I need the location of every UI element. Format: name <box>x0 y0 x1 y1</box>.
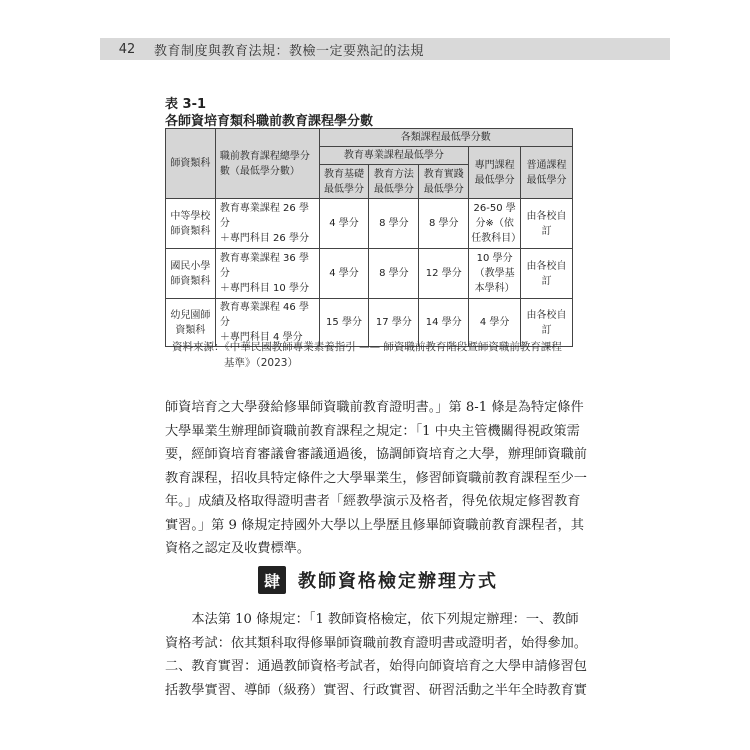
source-line1: 資料來源：《中華民國教師專業素養指引 —— 師資職前教育階段暨師資職前教育課程 <box>172 341 562 353</box>
row-foundation: 15 學分 <box>319 299 369 347</box>
row-specialty: 26-50 學分※（依任教科目） <box>469 199 521 249</box>
row-practice: 8 學分 <box>419 199 469 249</box>
row-total-line2: ＋專門科目 26 學分 <box>219 233 309 244</box>
section-heading <box>258 566 498 594</box>
row-specialty: 4 學分 <box>469 299 521 347</box>
row-practice: 14 學分 <box>419 299 469 347</box>
paragraph-line: 年。」成績及格取得證明書者「經教學演示及格者，得免依規定修習教育 <box>165 494 581 509</box>
paragraph-line: 括教學實習、導師（級務）實習、行政實習、研習活動之半年全時教育實 <box>165 682 587 698</box>
paragraph-line: 教育課程，招收具特定條件之大學畢業生，修習師資職前教育課程至少一 <box>165 470 587 486</box>
row-total-line1: 教育專業課程 36 學分 <box>219 253 309 279</box>
section-number-badge: 肆 <box>258 566 286 594</box>
running-header <box>100 38 670 60</box>
header-methods: 教育方法最低學分 <box>369 165 419 199</box>
row-general: 由各校自訂 <box>521 299 573 347</box>
row-methods: 17 學分 <box>369 299 419 347</box>
row-general: 由各校自訂 <box>521 199 573 249</box>
paragraph-line: 大學畢業生辦理師資職前教育課程之規定：「1 中央主管機關得視政策需 <box>165 423 580 439</box>
row-category: 中等學校師資類科 <box>166 199 216 249</box>
body-paragraph-2 <box>165 608 585 702</box>
header-category: 師資類科 <box>166 129 216 199</box>
table-title: 各師資培育類科職前教育課程學分數 <box>165 114 374 129</box>
table-row <box>166 249 573 299</box>
table-label: 表 3-1 <box>165 97 207 112</box>
paragraph-line: 資格之認定及收費標準。 <box>165 541 311 556</box>
paragraph-line: 要，經師資培育審議會審議通過後，協調師資培育之大學，辦理師資職前 <box>165 447 587 462</box>
header-foundation: 教育基礎最低學分 <box>319 165 369 199</box>
body-paragraph-1 <box>165 396 585 561</box>
credits-table <box>165 128 573 347</box>
row-practice: 12 學分 <box>419 249 469 299</box>
table-source-note <box>172 339 592 371</box>
row-foundation: 4 學分 <box>319 199 369 249</box>
header-total: 職前教育課程總學分數（最低學分數） <box>215 129 319 199</box>
paragraph-line: 二、教育實習：通過教師資格考試者，始得向師資培育之大學申請修習包 <box>165 659 587 674</box>
header-group: 各類課程最低學分數 <box>319 129 572 147</box>
paragraph-line: 資格考試：依其類科取得修畢師資職前教育證明書或證明者，始得參加。 <box>165 635 587 651</box>
source-line2: 基準》（2023） <box>224 357 298 369</box>
header-practice: 教育實踐最低學分 <box>419 165 469 199</box>
header-general: 普通課程最低學分 <box>521 147 573 199</box>
table-row <box>166 199 573 249</box>
paragraph-line: 師資培育之大學發給修畢師資職前教育證明書。」第 8-1 條是為特定條件 <box>165 400 584 415</box>
row-category: 幼兒園師資類科 <box>166 299 216 347</box>
header-professional-group: 教育專業課程最低學分 <box>319 147 469 165</box>
row-general: 由各校自訂 <box>521 249 573 299</box>
row-total <box>215 199 319 249</box>
row-total-line1: 教育專業課程 26 學分 <box>219 203 309 229</box>
row-total-line1: 教育專業課程 46 學分 <box>219 302 309 328</box>
running-title: 教育制度與教育法規：教檢一定要熟記的法規 <box>154 43 425 59</box>
row-total-line2: ＋專門科目 10 學分 <box>219 283 309 294</box>
page-number: 42 <box>118 41 136 57</box>
paragraph-line: 本法第 10 條規定：「1 教師資格檢定，依下列規定辦理：一、教師 <box>165 612 579 627</box>
section-title: 教師資格檢定辦理方式 <box>298 571 498 592</box>
row-methods: 8 學分 <box>369 199 419 249</box>
row-methods: 8 學分 <box>369 249 419 299</box>
paragraph-line: 實習。」第 9 條規定持國外大學以上學歷且修畢師資職前教育課程者，其 <box>165 517 584 533</box>
row-total <box>215 249 319 299</box>
row-total-line2: ＋專門科目 4 學分 <box>219 332 303 343</box>
row-specialty: 10 學分（教學基本學科） <box>469 249 521 299</box>
row-category: 國民小學師資類科 <box>166 249 216 299</box>
header-specialty: 專門課程最低學分 <box>469 147 521 199</box>
row-foundation: 4 學分 <box>319 249 369 299</box>
